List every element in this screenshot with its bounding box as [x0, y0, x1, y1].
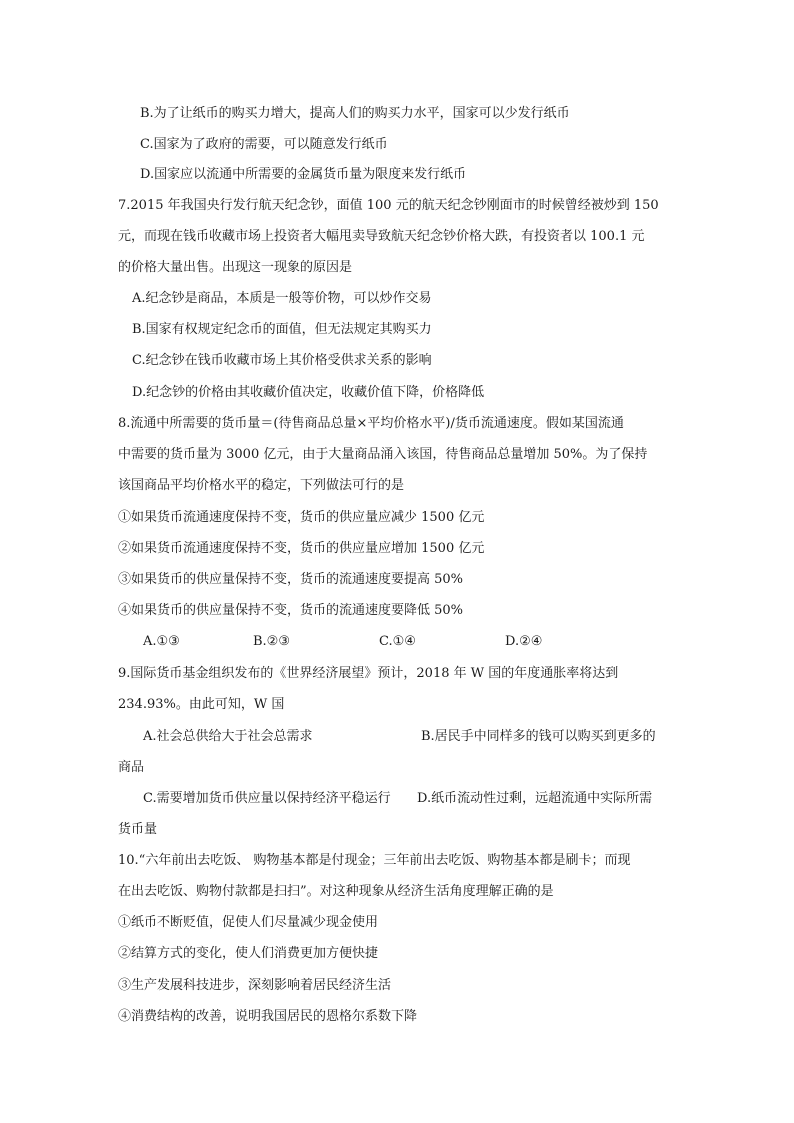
q10-item-4: ④消费结构的改善，说明我国居民的恩格尔系数下降	[118, 1009, 418, 1024]
q8-option-b: B.②③	[253, 634, 290, 649]
q7-stem-line3: 的价格大量出售。出现这一现象的原因是	[118, 260, 353, 275]
q10-stem-line2: 在出去吃饭、购物付款都是扫扫”。对这种现象从经济生活角度理解正确的是	[118, 884, 554, 899]
q10-stem-line1: 10.“六年前出去吃饭、 购物基本都是付现金；三年前出去吃饭、购物基本都是刷卡；而现	[118, 853, 631, 868]
q8-item-3: ③如果货币的供应量保持不变，货币的流通速度要提高 50%	[118, 572, 464, 587]
q9-stem-line1: 9.国际货币基金组织发布的《世界经济展望》预计，2018 年 W 国的年度通胀率将达到	[118, 666, 619, 681]
q10-item-1: ①纸币不断贬值，促使人们尽量减少现金使用	[118, 915, 379, 930]
q8-option-c: C.①④	[379, 634, 416, 649]
q9-option-d: D.纸币流动性过剩，远超流通中实际所需	[417, 791, 653, 806]
q7-option-c: C.纪念钞在钱币收藏市场上其价格受供求关系的影响	[132, 353, 432, 368]
q8-stem-line2: 中需要的货币量为 3000 亿元，由于大量商品涌入该国，待售商品总量增加 50%。为了保持	[118, 447, 648, 462]
q8-stem-line1: 8.流通中所需要的货币量＝(待售商品总量×平均价格水平)/货币流通速度。假如某国流通	[118, 416, 624, 431]
q9-option-c: C.需要增加货币供应量以保持经济平稳运行	[143, 791, 391, 806]
q6-option-b: B.为了让纸币的购买力增大，提高人们的购买力水平，国家可以少发行纸币	[140, 106, 570, 121]
q9-option-b-continued: 商品	[118, 760, 145, 775]
q10-item-3: ③生产发展科技进步，深刻影响着居民经济生活	[118, 978, 392, 993]
q9-option-b: B.居民手中同样多的钱可以购买到更多的	[421, 729, 656, 744]
q9-stem-line2: 234.93%。由此可知，W 国	[118, 697, 285, 712]
q8-item-4: ④如果货币的供应量保持不变，货币的流通速度要降低 50%	[118, 603, 464, 618]
q8-item-2: ②如果货币流通速度保持不变，货币的供应量应增加 1500 亿元	[118, 541, 485, 556]
q9-option-a: A.社会总供给大于社会总需求	[143, 729, 313, 744]
q8-item-1: ①如果货币流通速度保持不变，货币的供应量应减少 1500 亿元	[118, 510, 485, 525]
q8-option-a: A.①③	[143, 634, 180, 649]
q6-option-d: D.国家应以流通中所需要的金属货币量为限度来发行纸币	[140, 167, 467, 182]
q9-option-d-continued: 货币量	[118, 822, 158, 837]
q7-stem-line2: 元，而现在钱币收藏市场上投资者大幅甩卖导致航天纪念钞价格大跌，有投资者以 100.1 元	[118, 229, 645, 244]
q7-option-a: A.纪念钞是商品，本质是一般等价物，可以炒作交易	[132, 291, 432, 306]
q7-option-d: D.纪念钞的价格由其收藏价值决定，收藏价值下降，价格降低	[132, 385, 485, 400]
q6-option-c: C.国家为了政府的需要，可以随意发行纸币	[140, 137, 388, 152]
q7-option-b: B.国家有权规定纪念币的面值，但无法规定其购买力	[132, 322, 432, 337]
q8-option-d: D.②④	[505, 634, 543, 649]
q7-stem-line1: 7.2015 年我国央行发行航天纪念钞，面值 100 元的航天纪念钞刚面市的时候曾经被炒到 150	[118, 198, 659, 213]
q10-item-2: ②结算方式的变化，使人们消费更加方便快捷	[118, 946, 379, 961]
q8-stem-line3: 该国商品平均价格水平的稳定，下列做法可行的是	[118, 478, 405, 493]
